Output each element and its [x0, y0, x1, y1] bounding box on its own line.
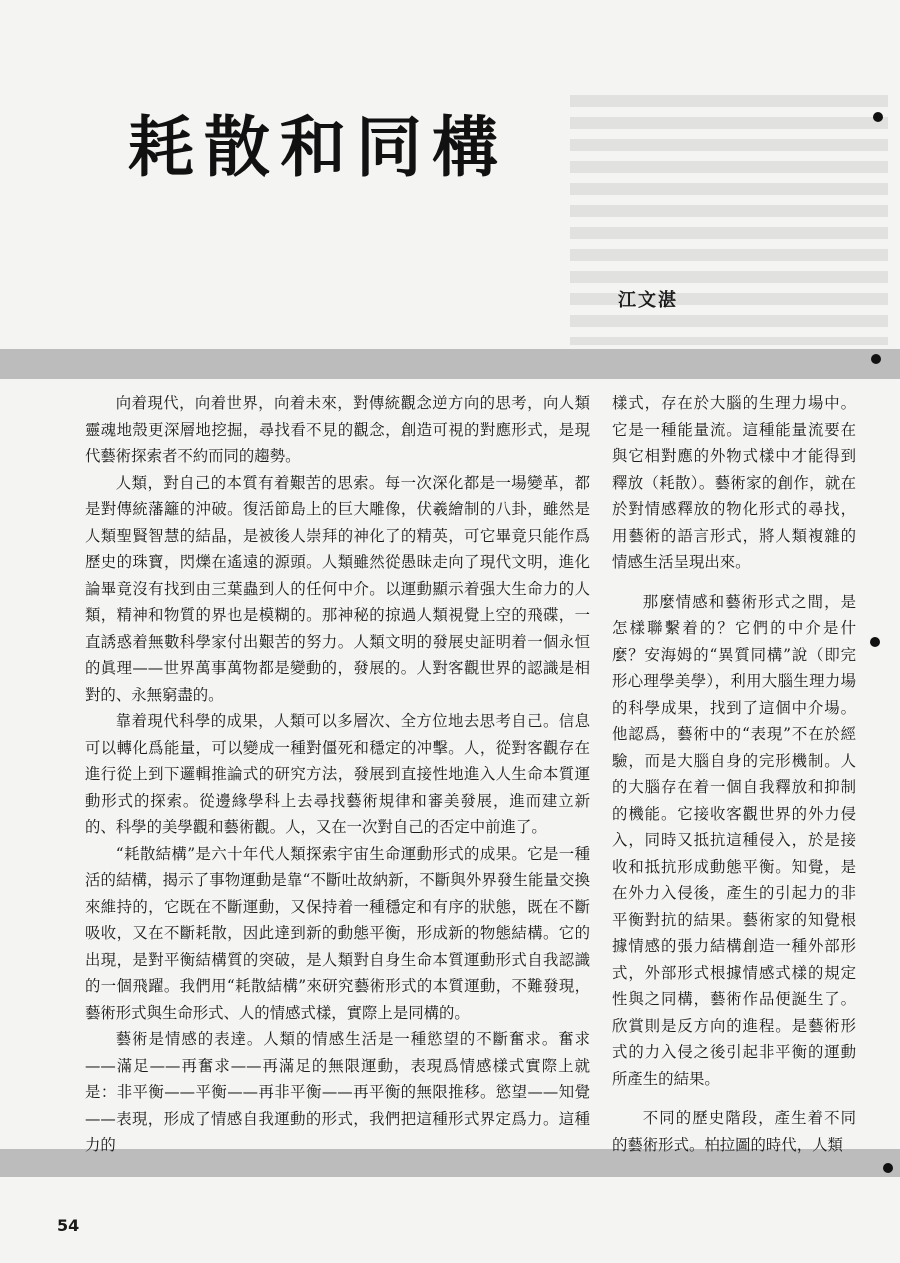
paragraph: 藝術是情感的表達。人類的情感生活是一種慾望的不斷奮求。奮求——滿足——再奮求——再滿足的無限運動，表現爲情感樣式實際上就是：非平衡——平衡——再非平衡——再平衡的無限推移。慾望——知覺——表現，形成了情感自我運動的形式，我們把這種形式界定爲力。這種力的	[85, 1030, 590, 1154]
paragraph: 向着現代，向着世界，向着未來，對傳統觀念逆方向的思考，向人類靈魂地殼更深層地挖掘，尋找看不見的觀念，創造可視的對應形式，是現代藝術探索者不約而同的趨勢。	[85, 394, 590, 465]
paragraph: 人類，對自己的本質有着艱苦的思索。每一次深化都是一場變革，都是對傳統藩籬的沖破。復活節島上的巨大雕像，伏羲繪制的八卦，雖然是人類聖賢智慧的結晶，是被後人崇拜的神化了的精英，可它畢竟只能作爲歷史的珠寶，閃爍在遙遠的源頭。人類雖然從愚昧走向了現代文明，進化論畢竟沒有找到由三葉蟲到人的任何中介。以運動顯示着强大生命力的人類，精神和物質的界也是模糊的。那神秘的掠過人類視覺上空的飛碟，一直誘惑着無數科學家付出艱苦的努力。人類文明的發展史証明着一個永恒的眞理——世界萬事萬物都是變動的，發展的。人對客觀世界的認識是相對的、永無窮盡的。	[85, 473, 590, 704]
paragraph: 靠着現代科學的成果，人類可以多層次、全方位地去思考自己。信息可以轉化爲能量，可以變成一種對僵死和穩定的冲擊。人，從對客觀存在進行從上到下邏輯推論式的研究方法，發展到直接性地進入人生命本質運動形式的探索。從邊緣學科上去尋找藝術規律和審美發展，進而建立新的、科學的美學觀和藝術觀。人，又在一次對自己的否定中前進了。	[85, 712, 590, 836]
paragraph: “耗散結構”是六十年代人類探索宇宙生命運動形式的成果。它是一種活的結構，揭示了事物運動是靠“不斷吐故納新，不斷與外界發生能量交換來維持的，它既在不斷運動，又保持着一種穩定和有序的狀態，既在不斷吸收，又在不斷耗散，因此達到新的動態平衡，形成新的物態結構。它的出現，是對平衡結構質的突破，是人類對自身生命本質運動形式自我認識的一個飛躍。我們用“耗散結構”來研究藝術形式的本質運動，不難發現，藝術形式與生命形式、人的情感式樣，實際上是同構的。	[85, 844, 590, 1022]
paragraph: 那麼情感和藝術形式之間，是怎樣聯繫着的？它們的中介是什麼？安海姆的“異質同構”說（即完形心理學美學），利用大腦生理力場的科學成果，找到了這個中介場。他認爲，藝術中的“表現”不在於經驗，而是大腦自身的完形機制。人的大腦存在着一個自我釋放和抑制的機能。它接收客觀世界的外力侵入，同時又抵抗這種侵入，於是接收和抵抗形成動態平衡。知覺，是在外力入侵後，產生的引起力的非平衡對抗的結果。藝術家的知覺根據情感的張力結構創造一種外部形式，外部形式根據情感式樣的規定性與之同構，藝術作品便誕生了。欣賞則是反方向的進程。是藝術形式的力入侵之後引起非平衡的運動所產生的結果。	[612, 592, 856, 1088]
paragraph: 樣式，存在於大腦的生理力場中。它是一種能量流。這種能量流要在與它相對應的外物式樣中才能得到釋放（耗散）。藝術家的創作，就在於對情感釋放的物化形式的尋找，用藝術的語言形式，將人類複雜的情感生活呈現出來。	[612, 394, 856, 571]
binding-hole-dot	[883, 1163, 893, 1173]
article-title: 耗散和同構	[128, 109, 508, 186]
author-name: 江文湛	[618, 290, 678, 311]
text-column-right	[612, 390, 856, 1158]
text-column-left	[85, 390, 590, 1159]
page-number: 54	[57, 1216, 80, 1235]
paragraph: 不同的歷史階段，產生着不同的藝術形式。柏拉圖的時代，人類	[612, 1109, 856, 1154]
header-band	[0, 349, 900, 379]
binding-hole-dot	[870, 637, 880, 647]
binding-hole-dot	[873, 112, 883, 122]
binding-hole-dot	[871, 354, 881, 364]
